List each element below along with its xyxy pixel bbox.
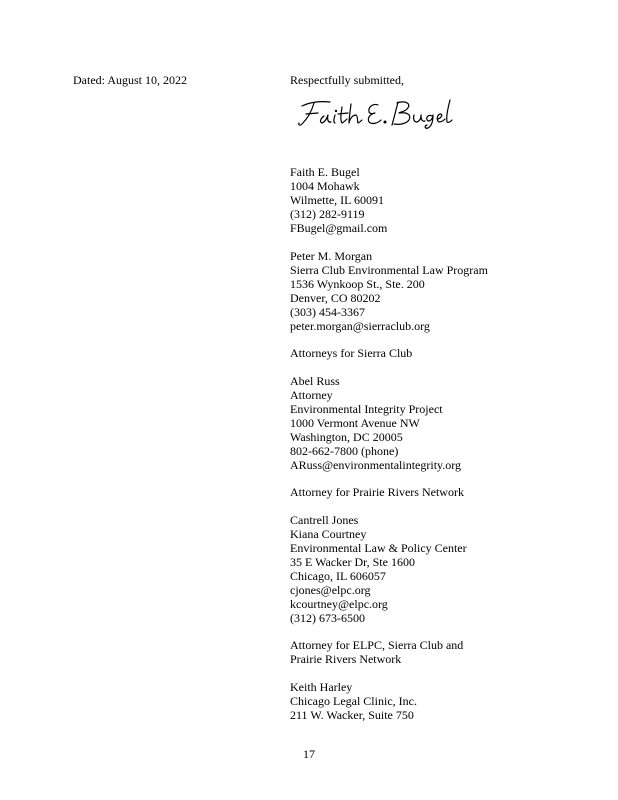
address-line: 1536 Wynkoop St., Ste. 200 <box>290 277 425 291</box>
representation-prairie-rivers <box>290 485 464 499</box>
email-line: cjones@elpc.org <box>290 583 371 597</box>
organization-line: Environmental Integrity Project <box>290 402 443 416</box>
representation-sierra-club <box>290 346 412 360</box>
organization-line: Chicago Legal Clinic, Inc. <box>290 694 417 708</box>
city-line: Washington, DC 20005 <box>290 430 403 444</box>
signatory-abel-russ <box>290 374 461 472</box>
representation-line: Attorney for ELPC, Sierra Club and <box>290 638 464 652</box>
attorney-name: Abel Russ <box>290 374 340 388</box>
attorney-name: Cantrell Jones <box>290 513 359 527</box>
date-line: Dated: August 10, 2022 <box>73 73 187 87</box>
signatory-keith-harley <box>290 680 417 722</box>
address-line: 1000 Vermont Avenue NW <box>290 416 420 430</box>
city-line: Denver, CO 80202 <box>290 291 381 305</box>
city-line: Chicago, IL 606057 <box>290 569 386 583</box>
signatory-peter-morgan <box>290 249 488 333</box>
attorney-name: Keith Harley <box>290 680 353 694</box>
representation-line: Attorney for Prairie Rivers Network <box>290 485 464 499</box>
closing-line: Respectfully submitted, <box>290 73 404 87</box>
address-line: 35 E Wacker Dr, Ste 1600 <box>290 555 415 569</box>
phone-line: (312) 282-9119 <box>290 207 365 221</box>
organization-line: Environmental Law & Policy Center <box>290 541 467 555</box>
phone-line: 802-662-7800 (phone) <box>290 444 399 458</box>
title-line: Attorney <box>290 388 333 402</box>
phone-line: (312) 673-6500 <box>290 611 365 625</box>
email-line: peter.morgan@sierraclub.org <box>290 319 430 333</box>
attorney-name: Peter M. Morgan <box>290 249 373 263</box>
signatory-faith-bugel <box>290 165 387 235</box>
handwritten-signature <box>296 92 456 132</box>
organization-line: Sierra Club Environmental Law Program <box>290 263 488 277</box>
representation-line: Attorneys for Sierra Club <box>290 346 413 360</box>
email-line: ARuss@environmentalintegrity.org <box>290 458 462 472</box>
representation-line: Prairie Rivers Network <box>290 652 402 666</box>
attorney-name: Faith E. Bugel <box>290 165 360 179</box>
address-line: 211 W. Wacker, Suite 750 <box>290 708 414 722</box>
email-line: kcourtney@elpc.org <box>290 597 388 611</box>
email-line: FBugel@gmail.com <box>290 221 388 235</box>
representation-elpc-sierra-prairie <box>290 638 463 666</box>
page-number: 17 <box>303 747 315 761</box>
address-line: 1004 Mohawk <box>290 179 360 193</box>
attorney-name: Kiana Courtney <box>290 527 367 541</box>
phone-line: (303) 454-3367 <box>290 305 365 319</box>
signatory-elpc <box>290 513 467 625</box>
city-line: Wilmette, IL 60091 <box>290 193 385 207</box>
